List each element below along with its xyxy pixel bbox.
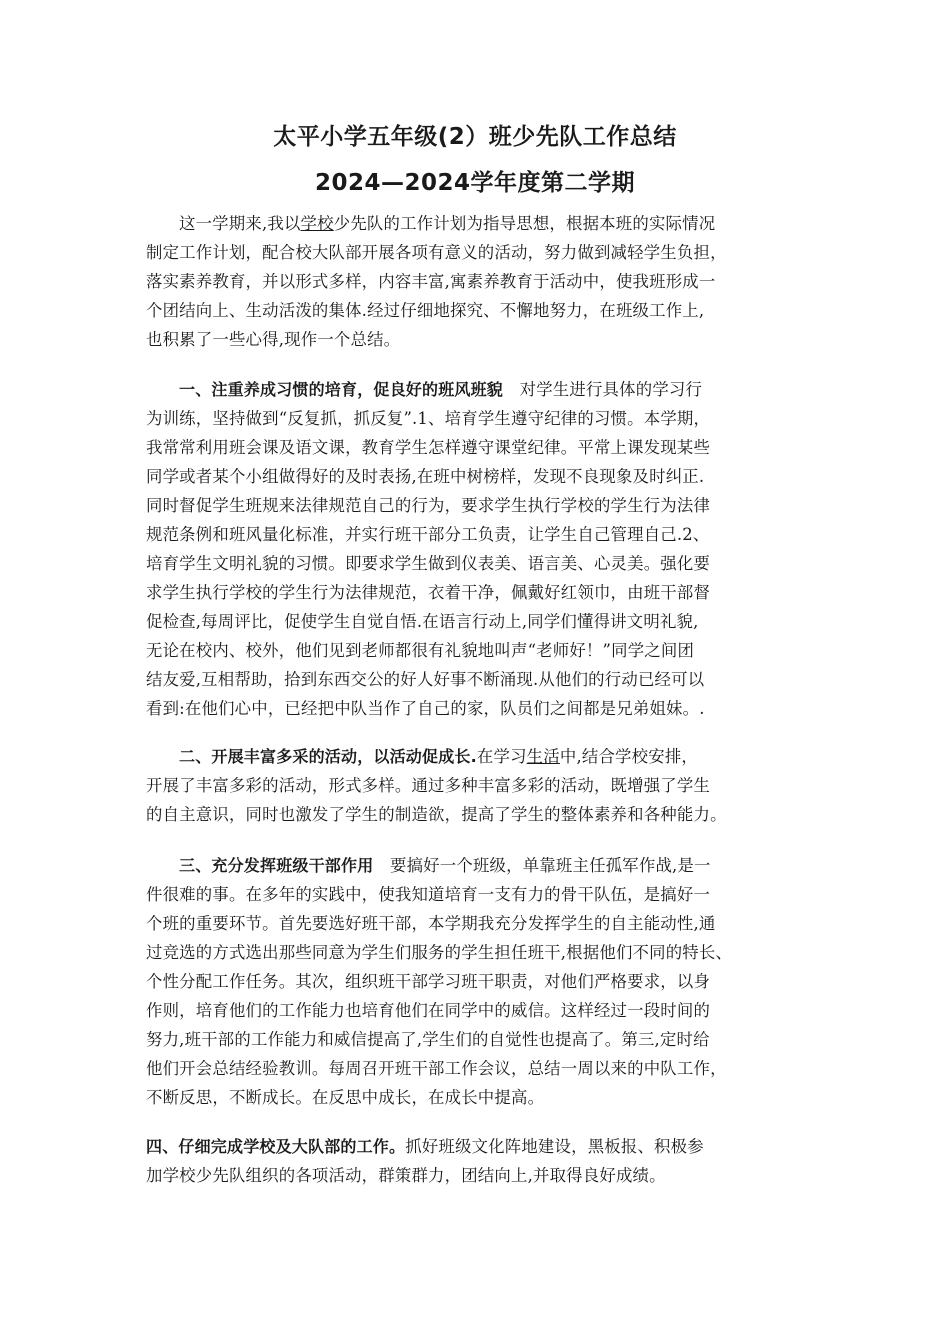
section-1-line-2: 为训练，坚持做到“反复抓，抓反复”.1、培育学生遵守纪律的习惯。本学期， [146,409,711,428]
section-4-line-2: 加学校少先队组织的各项活动，群策群力，团结向上,并取得良好成绩。 [146,1166,666,1185]
section-3-line-6: 作则，培育他们的工作能力也培育他们在同学中的威信。这样经过一段时间的 [146,1001,711,1020]
school-link[interactable]: 学校 [300,214,334,233]
section-1-text: 对学生进行具体的学习行 [503,380,703,399]
section-2-line-1 [146,742,814,771]
section-4-paragraph [146,1132,814,1190]
section-4-heading: 四、仔细完成学校及大队部的工作。 [146,1137,406,1156]
intro-line-2: 制定工作计划，配合校大队部开展各项有意义的活动，努力做到减轻学生负担， [146,243,727,262]
section-3-text: 要搞好一个班级，单靠班主任孤军作战,是一 [373,856,711,875]
section-1-line-1 [146,375,814,404]
section-3-line-8: 他们开会总结经验教训。每周召开班干部工作会议，总结一周以来的中队工作， [146,1059,727,1078]
section-1-line-10: 无论在校内、校外，他们见到老师都很有礼貌地叫声“老师好！”同学之间团 [146,641,695,660]
intro-line-1 [146,209,814,238]
section-3-line-2: 件很难的事。在多年的实践中，使我知道培育一支有力的骨干队伍，是搞好一 [146,885,711,904]
section-2-paragraph [146,742,814,829]
document-subtitle: 2024—2024学年度第二学期 [314,170,636,196]
section-1-line-5: 同时督促学生班规来法律规范自己的行为，要求学生执行学校的学生行为法律 [146,496,711,515]
section-2-line-2: 开展了丰富多彩的活动，形式多样。通过多种丰富多彩的活动，既增强了学生 [146,776,711,795]
section-1-line-3: 我常常利用班会课及语文课，教育学生怎样遵守课堂纪律。平常上课发现某些 [146,438,711,457]
section-1-line-7: 培育学生文明礼貌的习惯。即要求学生做到仪表美、语言美、心灵美。强化要 [146,554,711,573]
section-1-line-8: 求学生执行学校的学生行为法律规范，衣着干净，佩戴好红领巾，由班干部督 [146,583,711,602]
section-4-line-1 [146,1132,814,1161]
intro-text: 少先队的工作计划为指导思想，根据本班的实际情况 [333,214,716,233]
section-3-line-9: 不断反思，不断成长。在反思中成长，在成长中提高。 [146,1088,545,1107]
section-1-line-11: 结友爱,互相帮助，拾到东西交公的好人好事不断涌现.从他们的行动已经可以 [146,670,705,689]
section-1-line-6: 规范条例和班风量化标准，并实行班干部分工负责，让学生自己管理自己.2、 [146,525,710,544]
section-3-line-3: 个班的重要环节。首先要选好班干部，本学期我充分发挥学生的自主能动性,通 [146,914,716,933]
section-4-text: 抓好班级文化阵地建设，黑板报、积极参 [405,1137,704,1156]
intro-line-5: 也积累了一些心得,现作一个总结。 [146,330,401,349]
section-3-heading: 三、充分发挥班级干部作用 [179,856,374,875]
section-1-line-9: 促检查,每周评比，促使学生自觉自悟.在语言行动上,同学们懂得讲文明礼貌, [146,612,699,631]
life-link[interactable]: 生活 [526,747,560,766]
section-1-line-4: 同学或者某个小组做得好的及时表扬,在班中树榜样，发现不良现象及时纠正. [146,467,705,486]
section-1-heading: 一、注重养成习惯的培育，促良好的班风班貌 [179,380,504,399]
section-2-text: 中,结合学校安排， [559,747,698,766]
section-2-line-3: 的自主意识，同时也激发了学生的制造欲，提高了学生的整体素养和各种能力。 [146,805,727,824]
section-2-text: 在学习 [476,747,527,766]
intro-text: 这一学期来,我以 [179,214,301,233]
document-title: 太平小学五年级(2）班少先队工作总结 [273,124,677,150]
intro-line-4: 个团结向上、生动活泼的集体.经过仔细地探究、不懈地努力，在班级工作上, [146,301,705,320]
section-2-heading: 二、开展丰富多采的活动，以活动促成长. [179,747,477,766]
intro-paragraph [146,209,814,354]
section-3-line-4: 过竞选的方式选出那些同意为学生们服务的学生担任班干,根据他们不同的特长、 [146,943,733,962]
intro-line-3: 落实素养教育，并以形式多样，内容丰富,寓素养教育于活动中，使我班形成一 [146,272,716,291]
section-3-line-7: 努力,班干部的工作能力和威信提高了,学生们的自觉性也提高了。第三,定时给 [146,1030,710,1049]
section-1-paragraph [146,375,814,723]
section-3-paragraph [146,851,814,1112]
section-3-line-1 [146,851,814,880]
section-1-line-12: 看到:在他们心中，已经把中队当作了自己的家，队员们之间都是兄弟姐妹。. [146,699,705,718]
section-3-line-5: 个性分配工作任务。其次，组织班干部学习班干职责，对他们严格要求，以身 [146,972,711,991]
